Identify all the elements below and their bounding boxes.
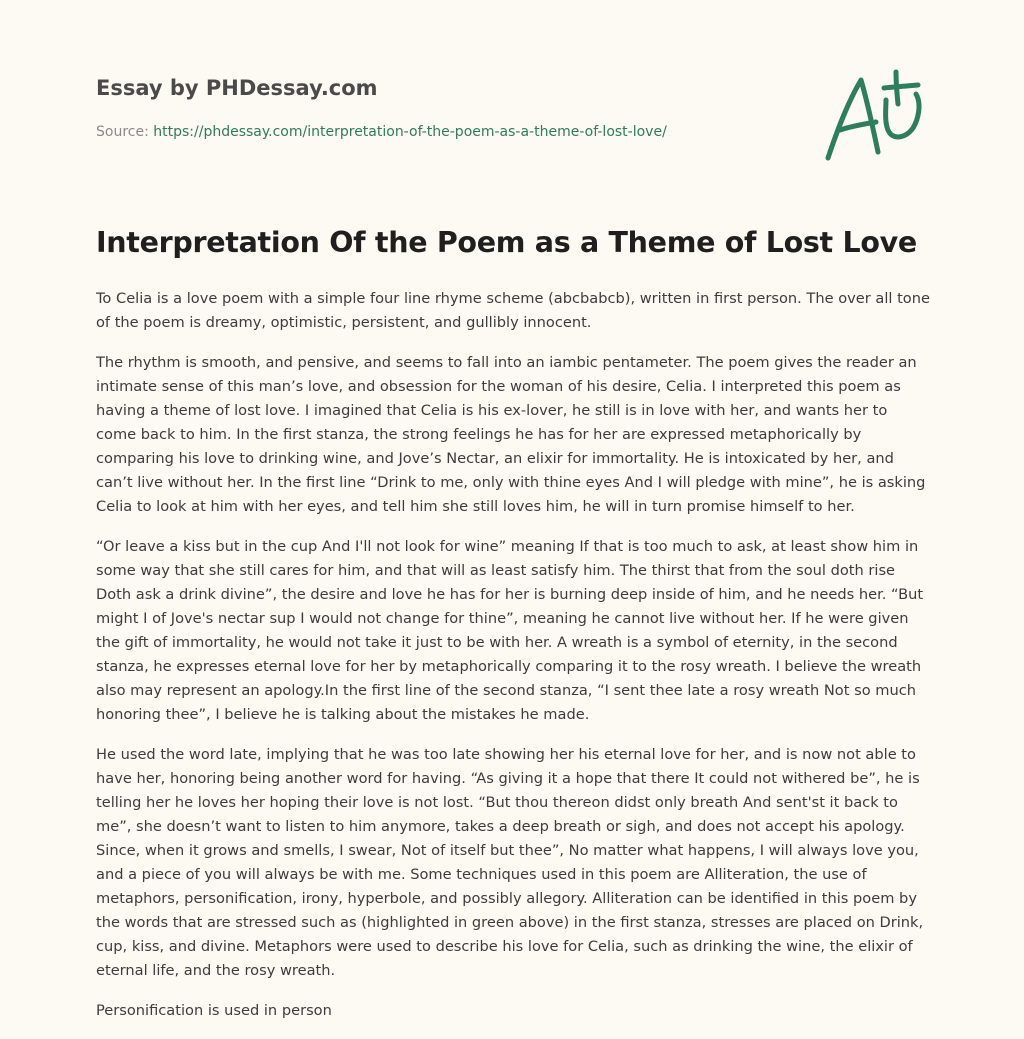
paragraph: Personification is used in person <box>96 1002 332 1019</box>
source-label: Source: <box>96 124 149 140</box>
brand-title: Essay by PHDessay.com <box>96 76 378 100</box>
paragraph: “Or leave a kiss but in the cup And I'll not look for wine” meaning If that is too much to ask, at least show him in some way that she still cares for him, and that will as least satisfy him. The thirst that from the soul doth rise Doth ask a drink divine”, the desire and love he has for her is burning deep inside of him, and he needs her. “But might I of Jove's nectar sup I would not change for thine”, meaning he cannot live without her. If he were given the gift of immortality, he would not take it just to be with her. A wreath is a symbol of eternity, in the second stanza, he expresses eternal love for her by metaphorically comparing it to the rosy wreath. I believe the wreath also may represent an apology.In the first line of the second stanza, “I sent thee late a rosy wreath Not so much honoring thee”, I believe he is talking about the mistakes he made. <box>96 538 924 723</box>
source-link[interactable]: https://phdessay.com/interpretation-of-the-poem-as-a-theme-of-lost-love/ <box>153 124 667 140</box>
source-line <box>96 124 667 140</box>
paragraph: He used the word late, implying that he was too late showing her his eternal love for her, and is now not able to have her, honoring being another word for having. “As giving it a hope that there It could not withered be”, he is telling her he loves her hoping their love is not lost. “But thou thereon didst only breath And sent'st it back to me”, she doesn’t want to listen to him anymore, takes a deep breath or sigh, and does not accept his apology. Since, when it grows and smells, I swear, Not of itself but thee”, No matter what happens, I will always love you, and a piece of you will always be with me. Some techniques used in this poem are Alliteration, the use of metaphors, personification, irony, hyperbole, and possibly allegory. Alliteration can be identified in this poem by the words that are stressed such as (highlighted in green above) in the first stanza, stresses are placed on Drink, cup, kiss, and divine. Metaphors were used to describe his love for Celia, such as drinking the wine, the elixir of eternal life, and the rosy wreath. <box>96 746 924 979</box>
paragraph: The rhythm is smooth, and pensive, and seems to fall into an iambic pentameter. The poem gives the reader an intimate sense of this man’s love, and obsession for the woman of his desire, Celia. I interpreted this poem as having a theme of lost love. I imagined that Celia is his ex-lover, he still is in love with her, and wants her to come back to him. In the first stanza, the strong feelings he has for her are expressed metaphorically by comparing his love to drinking wine, and Jove’s Nectar, an elixir for immortality. He is intoxicated by her, and can’t live without her. In the first line “Drink to me, only with thine eyes And I will pledge with mine”, he is asking Celia to look at him with her eyes, and tell him she still loves him, he will in turn promise himself to her. <box>96 354 926 515</box>
essay-body <box>96 287 931 1039</box>
paragraph: To Celia is a love poem with a simple four line rhyme scheme (abcbabcb), written in first person. The over all tone of the poem is dreamy, optimistic, persistent, and gullibly innocent. <box>96 290 930 331</box>
essay-title: Interpretation Of the Poem as a Theme of Lost Love <box>96 226 917 259</box>
a-plus-grade-icon <box>818 66 932 166</box>
